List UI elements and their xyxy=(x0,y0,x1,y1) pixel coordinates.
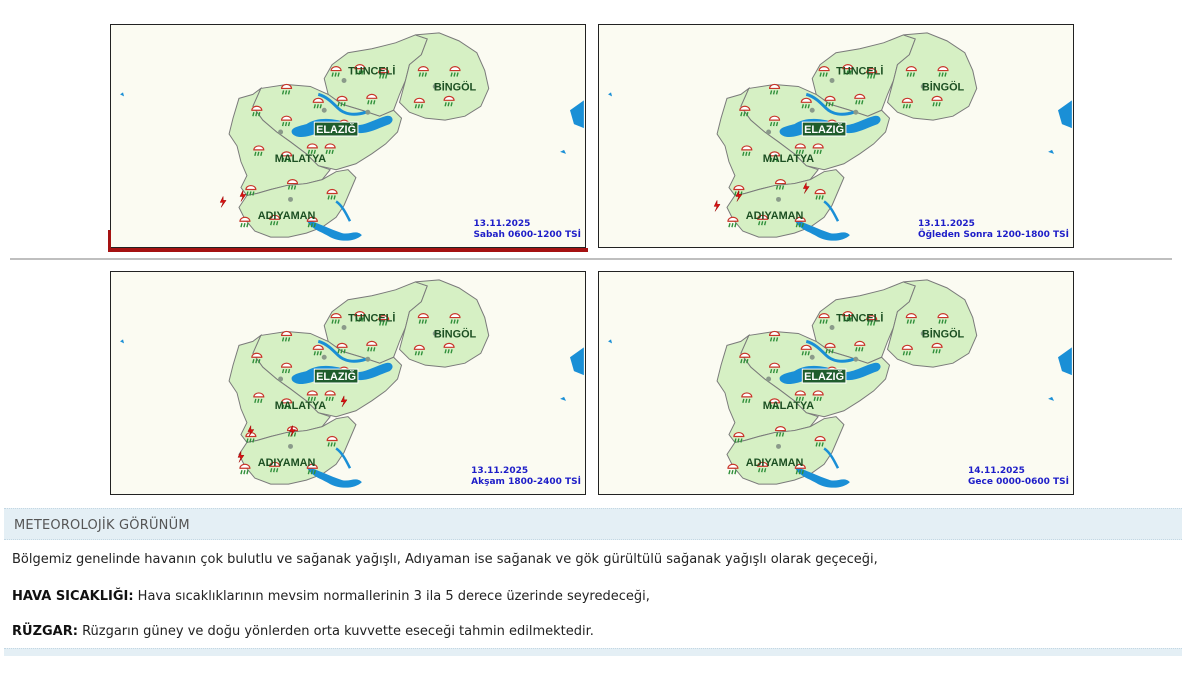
city-dot xyxy=(278,377,283,382)
wind-label: RÜZGAR: xyxy=(12,624,78,639)
city-dot xyxy=(830,78,835,83)
lake-shape xyxy=(120,92,124,96)
svg-text:ELAZIĞ: ELAZIĞ xyxy=(316,371,357,384)
lake-shape xyxy=(608,339,612,343)
province-label-malatya: MALATYA xyxy=(274,399,327,412)
province-label-bingol: BİNGÖL xyxy=(921,328,965,341)
city-dot xyxy=(830,325,835,330)
forecast-map-2[interactable] xyxy=(598,24,1074,248)
province-label-bingol: BİNGÖL xyxy=(921,81,965,94)
city-dot xyxy=(766,377,771,382)
city-dot xyxy=(322,108,327,113)
province-label-elazig xyxy=(314,369,358,383)
city-dot xyxy=(810,108,815,113)
forecast-map-4[interactable] xyxy=(598,271,1074,495)
province-label-bingol: BİNGÖL xyxy=(433,328,477,341)
outlook-summary: Bölgemiz genelinde havanın çok bulutlu ve sağanak yağışlı, Adıyaman ise sağanak ve gök gürültülü sağanak yağışlı olarak geçeceği, xyxy=(12,552,878,567)
lake-shape xyxy=(1058,100,1072,128)
map-date: 13.11.2025 xyxy=(473,219,531,229)
region-map xyxy=(111,25,585,247)
temperature-paragraph xyxy=(12,589,650,604)
city-dot xyxy=(365,110,370,115)
city-dot xyxy=(766,130,771,135)
map-date: 13.11.2025 xyxy=(471,466,529,476)
city-dot xyxy=(322,355,327,360)
province-label-tunceli: TUNCELİ xyxy=(348,312,396,325)
region-map xyxy=(599,25,1073,247)
province-label-malatya: MALATYA xyxy=(762,399,815,412)
province-label-malatya: MALATYA xyxy=(274,152,327,165)
map-period: Sabah 0600-1200 TSİ xyxy=(473,230,581,240)
map-caption xyxy=(968,466,1069,488)
lake-shape xyxy=(570,100,584,128)
city-dot xyxy=(342,325,347,330)
lake-shape xyxy=(120,339,124,343)
map-caption xyxy=(473,219,581,241)
svg-text:ELAZIĞ: ELAZIĞ xyxy=(316,124,357,137)
city-dot xyxy=(853,357,858,362)
temperature-text: Hava sıcaklıklarının mevsim normallerinin 3 ila 5 derece üzerinde seyredeceği, xyxy=(137,589,650,604)
map-period: Gece 0000-0600 TSİ xyxy=(968,477,1069,487)
outlook-footer xyxy=(4,648,1182,656)
wind-paragraph xyxy=(12,624,594,639)
temperature-label: HAVA SICAKLIĞI: xyxy=(12,589,134,604)
lake-shape xyxy=(608,92,612,96)
lake-shape xyxy=(560,150,566,154)
divider xyxy=(10,258,1172,260)
map-caption xyxy=(918,219,1069,241)
city-dot xyxy=(853,110,858,115)
province-label-elazig xyxy=(314,122,358,136)
province-label-tunceli: TUNCELİ xyxy=(348,65,396,78)
province-label-tunceli: TUNCELİ xyxy=(836,312,884,325)
city-dot xyxy=(776,444,781,449)
province-label-adiyaman: ADIYAMAN xyxy=(745,210,804,223)
forecast-map-3[interactable] xyxy=(110,271,586,495)
province-label-adiyaman: ADIYAMAN xyxy=(745,457,804,470)
region-map xyxy=(111,272,585,494)
outlook-title: METEOROLOJİK GÖRÜNÜM xyxy=(14,518,190,533)
selected-indicator-edge xyxy=(108,230,111,250)
svg-text:ELAZIĞ: ELAZIĞ xyxy=(804,371,845,384)
selected-indicator xyxy=(108,248,588,252)
thunderstorm-icon xyxy=(220,196,226,207)
map-period: Akşam 1800-2400 TSİ xyxy=(471,477,581,487)
map-caption xyxy=(471,466,581,488)
province-label-adiyaman: ADIYAMAN xyxy=(257,457,316,470)
region-map xyxy=(599,272,1073,494)
city-dot xyxy=(278,130,283,135)
forecast-map-1[interactable] xyxy=(110,24,586,248)
province-label-elazig xyxy=(802,369,846,383)
city-dot xyxy=(288,444,293,449)
outlook-header xyxy=(4,508,1182,540)
province-label-elazig xyxy=(802,122,846,136)
province-label-adiyaman: ADIYAMAN xyxy=(257,210,316,223)
wind-text: Rüzgarın güney ve doğu yönlerden orta kuvvette eseceği tahmin edilmektedir. xyxy=(82,624,594,639)
province-label-bingol: BİNGÖL xyxy=(433,81,477,94)
map-date: 14.11.2025 xyxy=(968,466,1025,476)
city-dot xyxy=(810,355,815,360)
map-date: 13.11.2025 xyxy=(917,219,975,229)
svg-text:ELAZIĞ: ELAZIĞ xyxy=(804,124,845,137)
city-dot xyxy=(288,197,293,202)
city-dot xyxy=(342,78,347,83)
lake-shape xyxy=(570,347,584,375)
lake-shape xyxy=(1048,150,1054,154)
lake-shape xyxy=(1058,347,1072,375)
lake-shape xyxy=(560,397,566,401)
map-period: Öğleden Sonra 1200-1800 TSİ xyxy=(917,230,1069,240)
city-dot xyxy=(776,197,781,202)
province-label-tunceli: TUNCELİ xyxy=(836,65,884,78)
city-dot xyxy=(365,357,370,362)
lake-shape xyxy=(1048,397,1054,401)
province-label-malatya: MALATYA xyxy=(762,152,815,165)
thunderstorm-icon xyxy=(714,200,720,211)
